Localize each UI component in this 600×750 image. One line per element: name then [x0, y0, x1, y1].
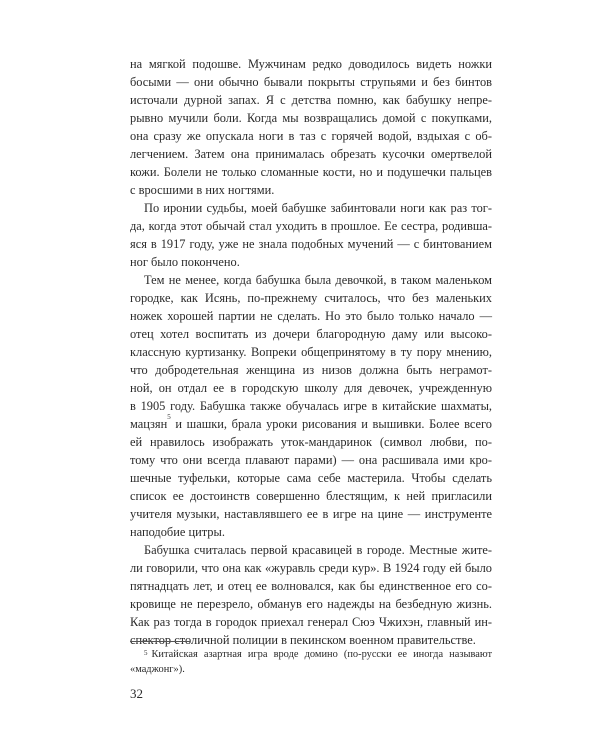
line-text: и шашки, брала уроки рисования и вышивки. Более всего: [170, 417, 492, 431]
text-line: яся в 1917 году, уже не знала подобных мучений — с бинтованием: [130, 237, 492, 251]
text-line: учителя музыки, наставлявшего ее в игре на цине — инструменте: [130, 507, 492, 521]
text-line: источали дурной запах. Я с детства помню, как бабушку непре-: [130, 93, 492, 107]
footnote: [130, 647, 492, 677]
text-line: [130, 415, 492, 433]
footnote-ref-word: мацзян: [130, 417, 168, 431]
text-line: она сразу же опускала ноги в таз с горячей водой, вздыхая с об-: [130, 129, 492, 143]
text-line: Тем не менее, когда бабушка была девочкой, в таком маленьком: [144, 273, 492, 287]
paragraph: [130, 199, 492, 271]
text-line: городке, как Исянь, по-прежнему считалось, что без маленьких: [130, 291, 492, 305]
footnote-separator: [130, 641, 190, 642]
footnote-ref-mark[interactable]: 5: [167, 413, 171, 421]
text-line: кровище не перезрело, обманув его надежды на безбедную жизнь.: [130, 597, 492, 611]
body-text: [130, 55, 492, 649]
text-line: классную куртизанку. Вопреки общепринятому в ту пору мнению,: [130, 345, 492, 359]
text-line: По иронии судьбы, моей бабушке забинтовали ноги как раз тог-: [144, 201, 492, 215]
footnote-number: 5: [144, 649, 148, 657]
text-line: босыми — они обычно бывали покрыты струпьями и без бинтов: [130, 75, 492, 89]
text-line: на мягкой подошве. Мужчинам редко доводилось видеть ножки: [130, 57, 492, 71]
text-line: в 1905 году. Бабушка также обучалась игре в китайские шахматы,: [130, 399, 492, 413]
text-line: ног было покончено.: [130, 255, 240, 269]
text-line: легчением. Затем она принималась обрезать кусочки омертвелой: [130, 147, 492, 161]
text-line: спектор столичной полиции в пекинском военном правительстве.: [130, 633, 476, 647]
text-line: да, когда этот обычай стал уходить в прошлое. Ее сестра, родивша-: [130, 219, 492, 233]
text-line: ножек хорошей партии не сделать. Но это было только начало —: [130, 309, 492, 323]
text-line: шечные туфельки, которые сама себе мастерила. Чтобы сделать: [130, 471, 492, 485]
paragraph: [130, 271, 492, 541]
footnote-line: [130, 647, 492, 662]
text-line: кожи. Болели не только сломанные кости, но и подушечки пальцев: [130, 165, 492, 179]
text-line: Как раз тогда в городок приехал генерал Сюэ Чжихэн, главный ин-: [130, 615, 492, 629]
paragraph: [130, 55, 492, 199]
text-line: что добродетельная женщина из низов должна быть неграмот-: [130, 363, 492, 377]
text-line: рывно мучили боли. Когда мы возвращались домой с покупками,: [130, 111, 492, 125]
text-line: ли говорили, что она как «журавль среди кур». В 1924 году ей было: [130, 561, 492, 575]
paragraph: [130, 541, 492, 649]
text-line: пятнадцать лет, и отец ее волновался, как бы единственное его со-: [130, 579, 492, 593]
text-line: отец хотел воспитать из дочери благородную даму или высоко-: [130, 327, 492, 341]
text-line: список ее достоинств совершенно блестящим, к ней пригласили: [130, 489, 492, 503]
text-line: наподобие цитры.: [130, 525, 225, 539]
footnote-line: «маджонг»).: [130, 664, 185, 675]
text-line: тому что они всегда плавают парами) — она расшивала ими кро-: [130, 453, 492, 467]
text-line: ной, он отдал ее в городскую школу для девочек, учрежденную: [130, 381, 492, 395]
text-line: ей нравилось изображать уток-мандаринок (символ любви, по-: [130, 435, 492, 449]
text-line: Бабушка считалась первой красавицей в городе. Местные жите-: [144, 543, 492, 557]
footnote-text: Китайская азартная игра вроде домино (по-русски ее иногда называют: [151, 649, 492, 660]
text-line: с вросшими в них ногтями.: [130, 183, 275, 197]
page-number: 32: [130, 686, 143, 701]
